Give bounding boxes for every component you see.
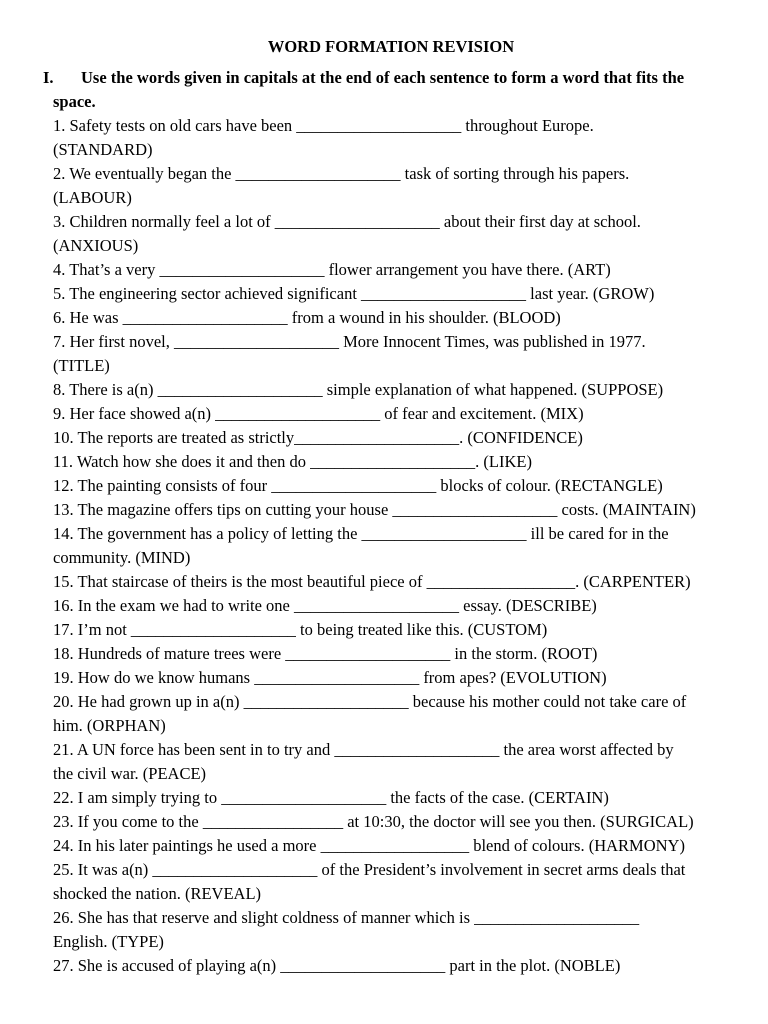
exercise-item: 27. She is accused of playing a(n) ____________________ part in the plot. (NOBLE)	[53, 956, 621, 975]
worksheet-title: WORD FORMATION REVISION	[267, 37, 515, 56]
exercise-item-continuation: the civil war. (PEACE)	[53, 764, 207, 783]
exercise-item-continuation: community. (MIND)	[53, 548, 191, 567]
exercise-item: 17. I’m not ____________________ to being treated like this. (CUSTOM)	[53, 620, 548, 639]
exercise-list	[53, 114, 753, 978]
exercise-item: 8. There is a(n) ____________________ simple explanation of what happened. (SUPPOSE)	[53, 380, 664, 399]
instruction-line-2: space.	[53, 92, 96, 111]
exercise-item: 6. He was ____________________ from a wound in his shoulder. (BLOOD)	[53, 308, 561, 327]
exercise-item-continuation: (STANDARD)	[53, 140, 153, 159]
exercise-item: 24. In his later paintings he used a more __________________ blend of colours. (HARMONY)	[53, 836, 685, 855]
worksheet-page	[43, 35, 753, 978]
exercise-item-continuation: (ANXIOUS)	[53, 236, 139, 255]
exercise-item: 9. Her face showed a(n) ____________________ of fear and excitement. (MIX)	[53, 404, 584, 423]
exercise-item: 3. Children normally feel a lot of ____________________ about their first day at school.	[53, 212, 641, 231]
instruction	[43, 66, 753, 114]
exercise-item-continuation: shocked the nation. (REVEAL)	[53, 884, 262, 903]
exercise-item-continuation: him. (ORPHAN)	[53, 716, 166, 735]
exercise-item-continuation: English. (TYPE)	[53, 932, 164, 951]
exercise-item: 11. Watch how she does it and then do ____________________. (LIKE)	[53, 452, 532, 471]
exercise-item: 7. Her first novel, ____________________ More Innocent Times, was published in 1977.	[53, 332, 646, 351]
exercise-item: 2. We eventually began the ____________________ task of sorting through his papers.	[53, 164, 630, 183]
exercise-item: 20. He had grown up in a(n) ____________________ because his mother could not take care of	[53, 692, 687, 711]
exercise-item: 4. That’s a very ____________________ flower arrangement you have there. (ART)	[53, 260, 611, 279]
exercise-item: 25. It was a(n) ____________________ of the President’s involvement in secret arms deals that	[53, 860, 686, 879]
exercise-item-continuation: (TITLE)	[53, 356, 110, 375]
exercise-item: 23. If you come to the _________________ at 10:30, the doctor will see you then. (SURGICAL)	[53, 812, 694, 831]
exercise-item: 22. I am simply trying to ____________________ the facts of the case. (CERTAIN)	[53, 788, 609, 807]
exercise-item: 13. The magazine offers tips on cutting your house ____________________ costs. (MAINTAIN)	[53, 500, 696, 519]
exercise-item: 1. Safety tests on old cars have been ____________________ throughout Europe.	[53, 116, 594, 135]
exercise-item: 26. She has that reserve and slight coldness of manner which is ____________________	[53, 908, 640, 927]
exercise-item: 10. The reports are treated as strictly____________________. (CONFIDENCE)	[53, 428, 583, 447]
exercise-item: 12. The painting consists of four ____________________ blocks of colour. (RECTANGLE)	[53, 476, 663, 495]
exercise-item: 14. The government has a policy of letting the ____________________ ill be cared for in the	[53, 524, 669, 543]
exercise-item: 21. A UN force has been sent in to try and ____________________ the area worst affected by	[53, 740, 674, 759]
exercise-item: 18. Hundreds of mature trees were ____________________ in the storm. (ROOT)	[53, 644, 598, 663]
exercise-item: 19. How do we know humans ____________________ from apes? (EVOLUTION)	[53, 668, 607, 687]
exercise-item: 5. The engineering sector achieved significant ____________________ last year. (GROW)	[53, 284, 655, 303]
instruction-line-1: Use the words given in capitals at the end of each sentence to form a word that fits the	[81, 68, 685, 87]
section-number: I.	[43, 68, 54, 87]
exercise-item: 15. That staircase of theirs is the most beautiful piece of __________________. (CARPENTER)	[53, 572, 691, 591]
exercise-item-continuation: (LABOUR)	[53, 188, 132, 207]
exercise-item: 16. In the exam we had to write one ____________________ essay. (DESCRIBE)	[53, 596, 597, 615]
